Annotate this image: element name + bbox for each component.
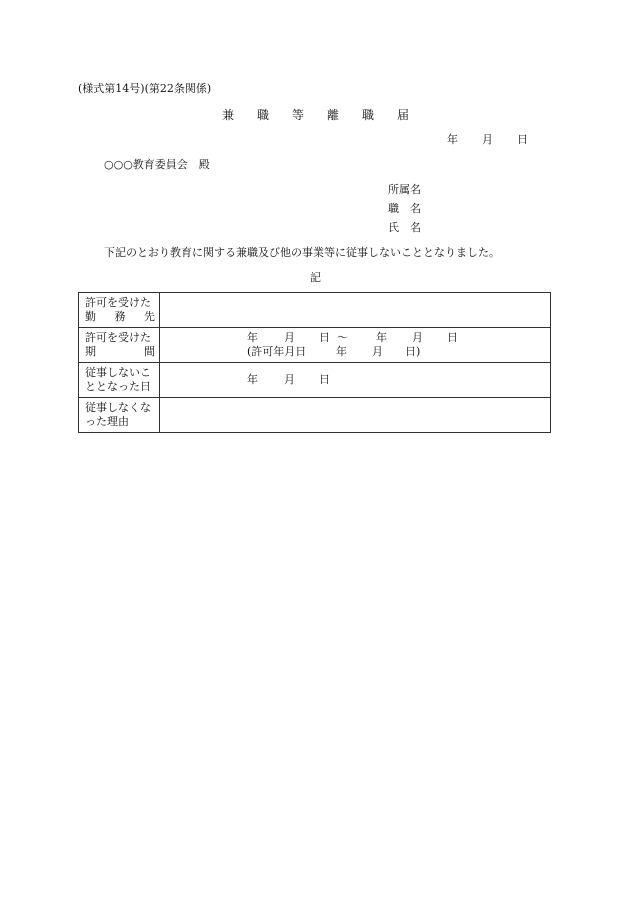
title-char: 届 xyxy=(397,108,410,122)
label-line: 許可を受けた xyxy=(85,331,151,344)
reason-field[interactable] xyxy=(160,398,551,433)
label-line: 許可を受けた xyxy=(85,296,151,309)
period-day-end: 日 xyxy=(447,331,458,344)
workplace-field[interactable] xyxy=(160,293,551,328)
name-label: 氏 名 xyxy=(388,221,421,234)
label-char: 先 xyxy=(144,310,155,323)
details-table xyxy=(78,292,551,433)
title-char: 兼 xyxy=(222,108,235,122)
period-month-start: 月 xyxy=(284,331,295,344)
period-day-start: 日 xyxy=(319,331,330,344)
label-line xyxy=(85,310,155,324)
end-date xyxy=(166,373,545,387)
permit-month: 月 xyxy=(372,345,383,358)
position-label: 職 名 xyxy=(388,202,421,215)
title-char: 離 xyxy=(327,108,340,122)
period-month-end: 月 xyxy=(412,331,423,344)
title-char: 職 xyxy=(362,108,375,122)
form-number: (様式第14号)(第22条関係) xyxy=(78,82,212,95)
period-year-start: 年 xyxy=(247,331,258,344)
date-month-label: 月 xyxy=(482,133,493,146)
addressee: ○○○教育委員会 殿 xyxy=(104,158,210,171)
table-row xyxy=(79,293,551,328)
end-day: 日 xyxy=(319,373,330,386)
permit-year: 年 xyxy=(336,345,347,358)
date-day-label: 日 xyxy=(517,133,528,146)
permit-day: 日) xyxy=(405,345,421,358)
label-char: 間 xyxy=(144,345,155,358)
label-char: 期 xyxy=(85,345,96,358)
period-year-end: 年 xyxy=(376,331,387,344)
row-label xyxy=(79,293,160,328)
date-year-label: 年 xyxy=(447,133,458,146)
end-month: 月 xyxy=(284,373,295,386)
label-line xyxy=(85,345,155,359)
permit-date xyxy=(166,345,545,359)
title-char: 等 xyxy=(292,108,305,122)
end-year: 年 xyxy=(247,373,258,386)
label-line: ととなった日 xyxy=(85,380,151,393)
label-line: った理由 xyxy=(85,415,129,428)
row-label xyxy=(79,363,160,398)
label-char: 務 xyxy=(114,310,126,323)
label-line: 従事しないこ xyxy=(85,366,151,379)
note-heading: 記 xyxy=(310,271,321,284)
row-label xyxy=(79,328,160,363)
affiliation-label: 所属名 xyxy=(388,183,421,196)
label-line: 従事しなくな xyxy=(85,401,151,414)
permit-date-open: (許可年月日 xyxy=(247,345,307,358)
table-row xyxy=(79,398,551,433)
table-row xyxy=(79,363,551,398)
end-date-field[interactable] xyxy=(160,363,551,398)
table-row xyxy=(79,328,551,363)
row-label xyxy=(79,398,160,433)
body-text: 下記のとおり教育に関する兼職及び他の事業等に従事しないこととなりました。 xyxy=(104,246,500,259)
period-range xyxy=(166,331,545,345)
title-char: 職 xyxy=(257,108,270,122)
label-char: 勤 xyxy=(85,310,96,323)
period-field[interactable] xyxy=(160,328,551,363)
period-tilde: ～ xyxy=(337,331,348,344)
